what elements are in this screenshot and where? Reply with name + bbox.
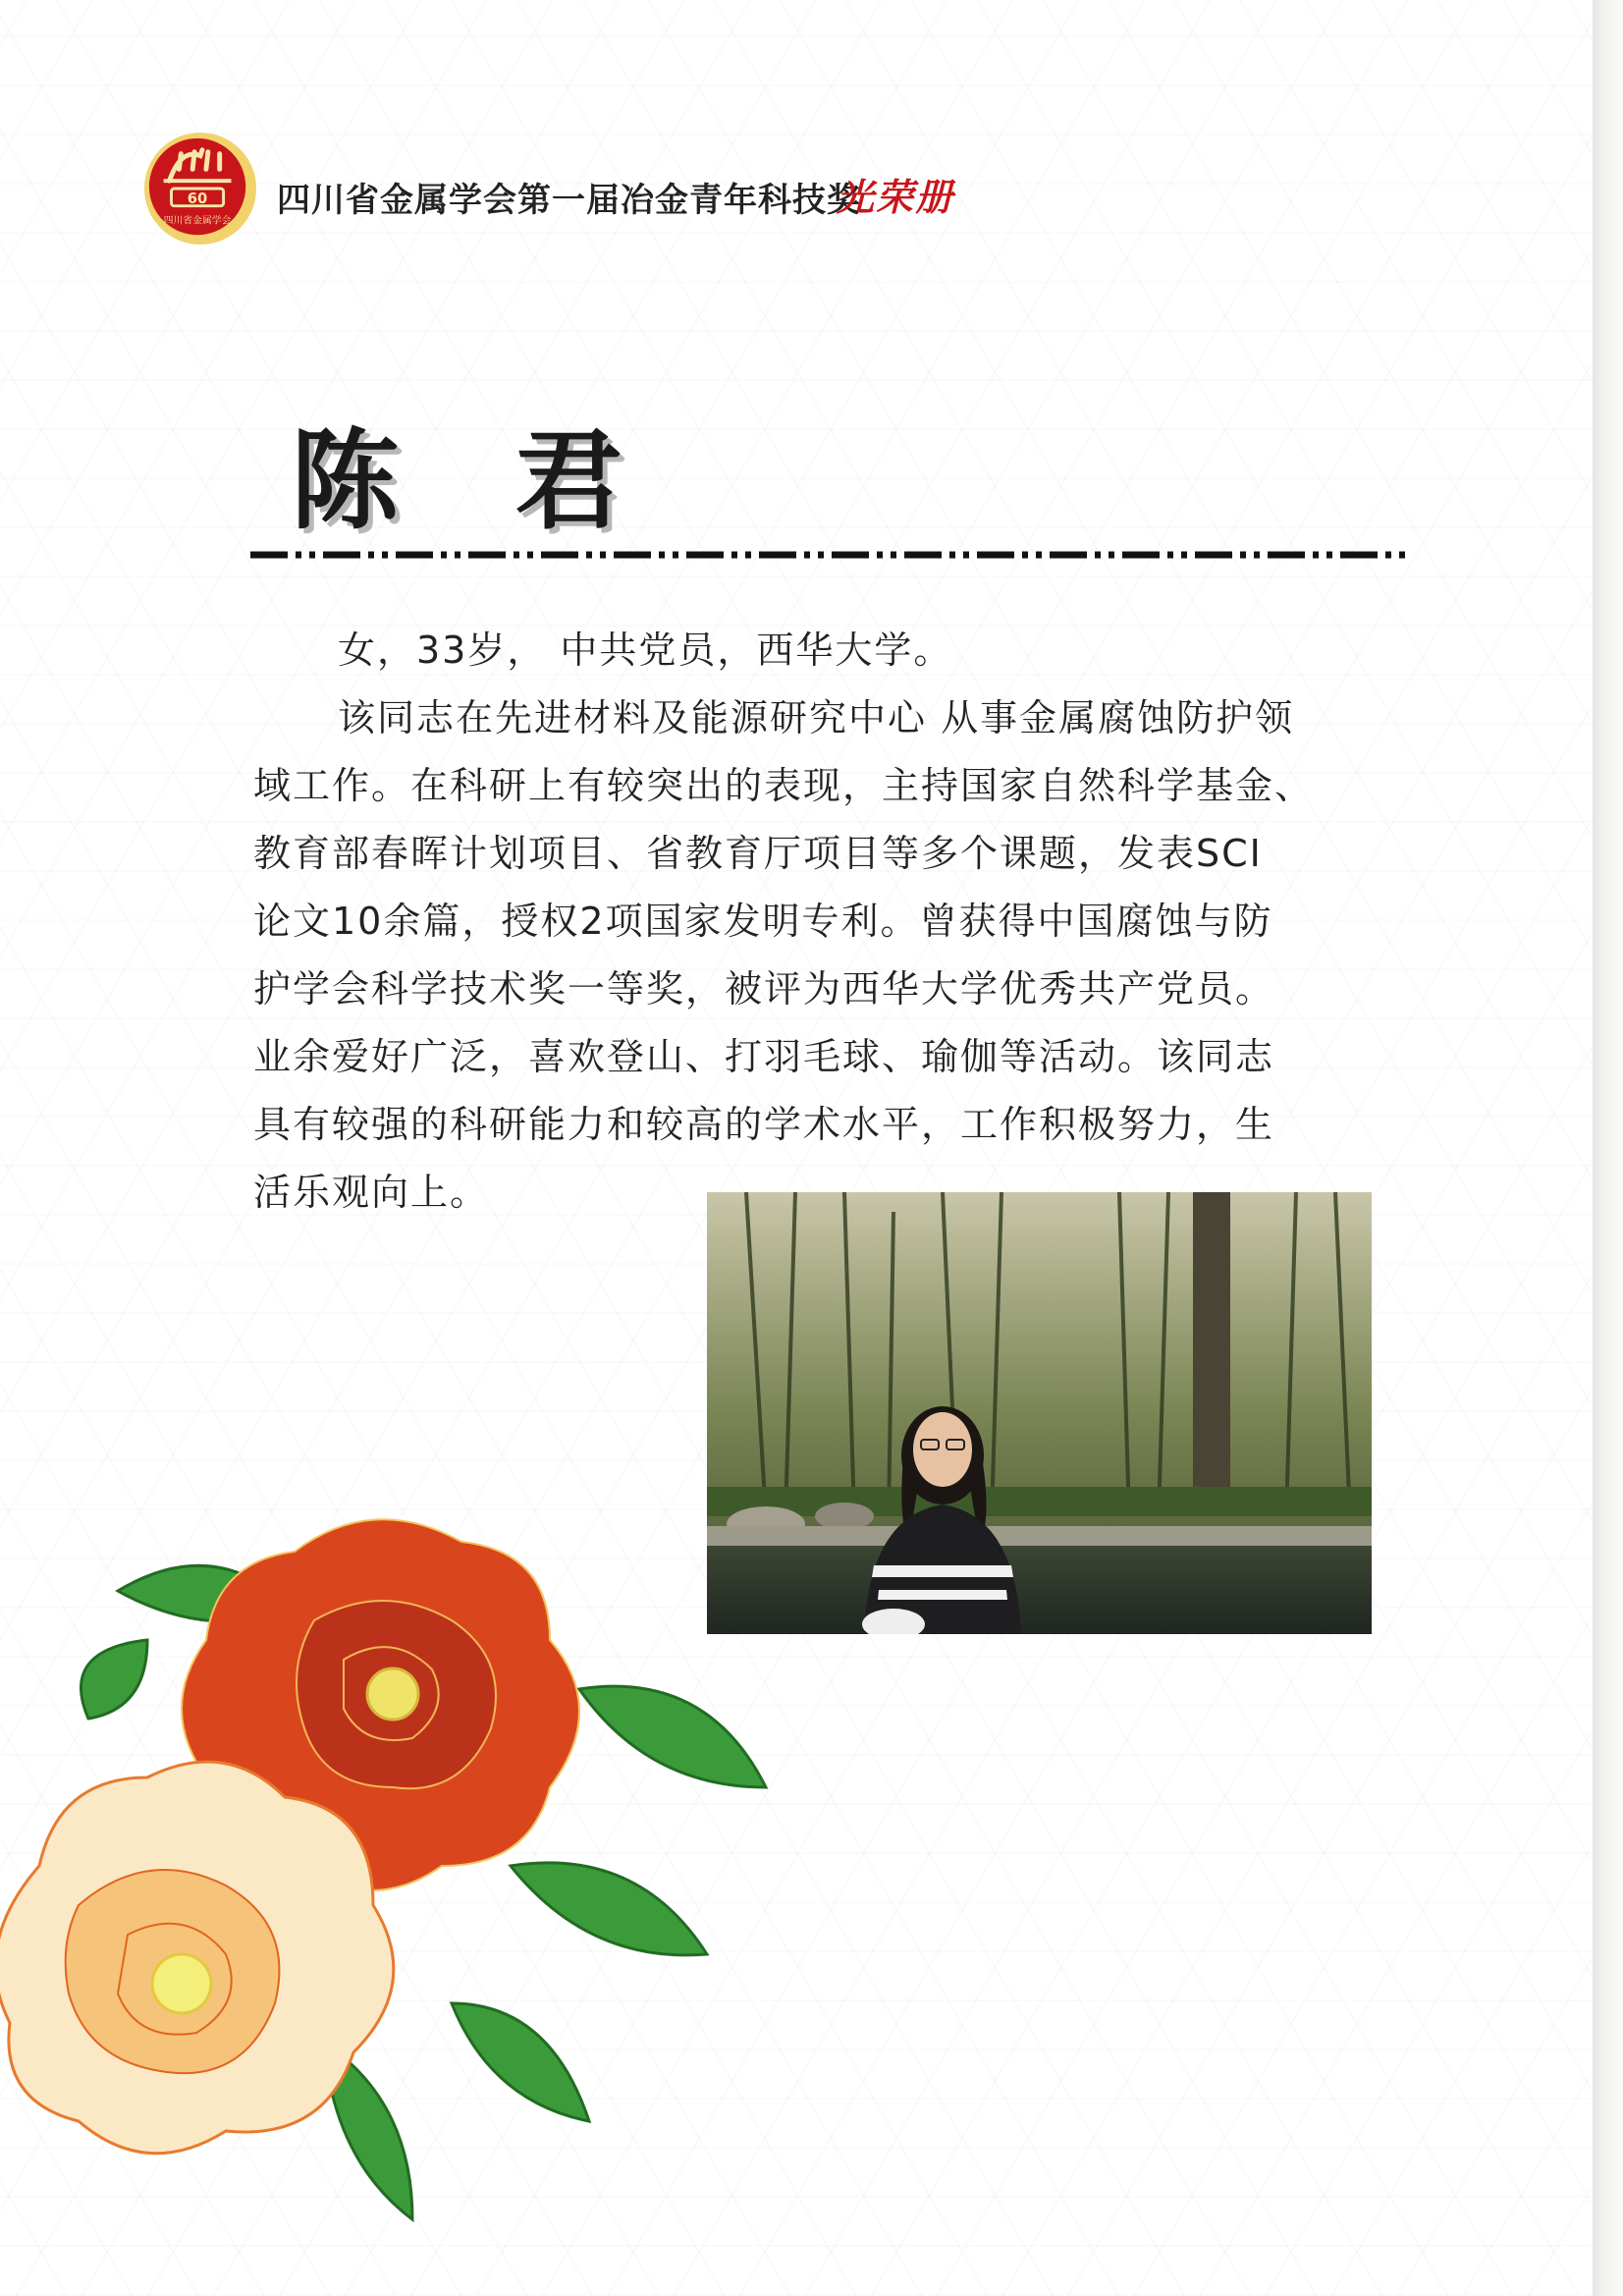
peony-illustration — [0, 1493, 805, 2278]
bio-line: 具有较强的科研能力和较高的学术水平，工作积极努力，生 — [253, 1103, 1275, 1146]
bio-line: 域工作。在科研上有较突出的表现，主持国家自然科学基金、 — [253, 764, 1315, 807]
bio-line: 女，33岁， 中共党员，西华大学。 — [338, 629, 953, 672]
awardee-name: 陈 君 — [291, 417, 663, 544]
page-edge-shadow — [1593, 0, 1623, 2296]
section-divider — [250, 550, 1409, 560]
society-logo — [142, 131, 258, 246]
bio-line: 论文10余篇，授权2项国家发明专利。曾获得中国腐蚀与防 — [253, 900, 1273, 943]
bio-line: 活乐观向上。 — [253, 1171, 490, 1214]
bio-line: 护学会科学技术奖一等奖，被评为西华大学优秀共产党员。 — [253, 967, 1275, 1011]
portrait-photo — [707, 1192, 1372, 1634]
header-title: 四川省金属学会第一届冶金青年科技奖 — [277, 181, 861, 220]
honor-roll-title: 光荣册 — [837, 175, 955, 219]
logo-caption: 四川省金属学会 — [163, 215, 232, 227]
bio-line: 业余爱好广泛，喜欢登山、打羽毛球、瑜伽等活动。该同志 — [253, 1035, 1275, 1078]
bio-line: 教育部春晖计划项目、省教育厅项目等多个课题，发表SCI — [253, 832, 1263, 875]
biography — [253, 617, 1422, 1227]
bio-line: 该同志在先进材料及能源研究中心 从事金属腐蚀防护领 — [338, 696, 1295, 739]
logo-mark: 60 — [187, 190, 208, 207]
